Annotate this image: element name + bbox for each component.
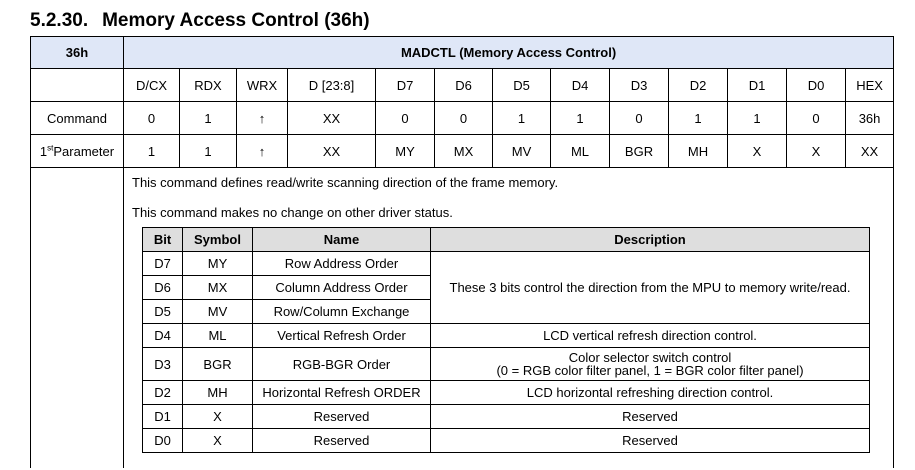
column-header-empty bbox=[31, 69, 124, 102]
parameter-cell: ML bbox=[551, 135, 610, 168]
command-cell: 1 bbox=[551, 102, 610, 135]
description-cell bbox=[124, 168, 894, 469]
bit-header: Bit bbox=[143, 228, 183, 252]
name-cell: Vertical Refresh Order bbox=[253, 324, 431, 348]
parameter-label-text: Parameter bbox=[53, 143, 115, 159]
name-cell: Reserved bbox=[253, 405, 431, 429]
name-cell: Column Address Order bbox=[253, 276, 431, 300]
bit-row-d7 bbox=[143, 252, 870, 276]
parameter-row-label bbox=[31, 135, 124, 168]
bit-cell: D4 bbox=[143, 324, 183, 348]
description-row bbox=[31, 168, 894, 469]
bit-row-d4 bbox=[143, 324, 870, 348]
column-header-row bbox=[31, 69, 894, 102]
column-header: D5 bbox=[493, 69, 551, 102]
description-cell bbox=[431, 348, 870, 381]
parameter-cell: MH bbox=[669, 135, 728, 168]
bit-row-d3 bbox=[143, 348, 870, 381]
section-heading bbox=[30, 10, 370, 32]
parameter-cell: XX bbox=[846, 135, 894, 168]
bit-cell: D1 bbox=[143, 405, 183, 429]
bit-cell: D2 bbox=[143, 381, 183, 405]
name-cell: RGB-BGR Order bbox=[253, 348, 431, 381]
command-code-cell: 36h bbox=[31, 37, 124, 69]
command-cell: 36h bbox=[846, 102, 894, 135]
command-cell: 0 bbox=[124, 102, 180, 135]
symbol-cell: X bbox=[183, 429, 253, 453]
name-header: Name bbox=[253, 228, 431, 252]
name-cell: Horizontal Refresh ORDER bbox=[253, 381, 431, 405]
symbol-header: Symbol bbox=[183, 228, 253, 252]
column-header: D6 bbox=[435, 69, 493, 102]
column-header: RDX bbox=[180, 69, 237, 102]
description-left-cell bbox=[31, 168, 124, 469]
symbol-cell: X bbox=[183, 405, 253, 429]
column-header: D0 bbox=[787, 69, 846, 102]
bit-cell: D7 bbox=[143, 252, 183, 276]
parameter-cell: 1 bbox=[124, 135, 180, 168]
command-cell: 1 bbox=[728, 102, 787, 135]
command-cell: ↑ bbox=[237, 102, 288, 135]
command-table-header-row bbox=[31, 37, 894, 69]
symbol-cell: MX bbox=[183, 276, 253, 300]
column-header: D/CX bbox=[124, 69, 180, 102]
command-cell: XX bbox=[288, 102, 376, 135]
command-row bbox=[31, 102, 894, 135]
command-cell: 1 bbox=[669, 102, 728, 135]
bit-row-d2 bbox=[143, 381, 870, 405]
command-cell: 1 bbox=[180, 102, 237, 135]
parameter-label-suffix: st bbox=[47, 143, 54, 153]
parameter-row bbox=[31, 135, 894, 168]
description-cell: Reserved bbox=[431, 429, 870, 453]
name-cell: Row/Column Exchange bbox=[253, 300, 431, 324]
command-name-cell: MADCTL (Memory Access Control) bbox=[124, 37, 894, 69]
bit-cell: D3 bbox=[143, 348, 183, 381]
description-cell: LCD vertical refresh direction control. bbox=[431, 324, 870, 348]
bit-cell: D6 bbox=[143, 276, 183, 300]
description-cell: Reserved bbox=[431, 405, 870, 429]
parameter-cell: 1 bbox=[180, 135, 237, 168]
column-header: WRX bbox=[237, 69, 288, 102]
symbol-cell: MY bbox=[183, 252, 253, 276]
column-header: D [23:8] bbox=[288, 69, 376, 102]
bit-cell: D0 bbox=[143, 429, 183, 453]
group-description-cell: These 3 bits control the direction from the MPU to memory write/read. bbox=[431, 252, 870, 324]
parameter-cell: ↑ bbox=[237, 135, 288, 168]
parameter-cell: BGR bbox=[610, 135, 669, 168]
description-line-1: Color selector switch control bbox=[568, 350, 732, 365]
command-cell: 1 bbox=[493, 102, 551, 135]
column-header: HEX bbox=[846, 69, 894, 102]
parameter-cell: MV bbox=[493, 135, 551, 168]
description-paragraph-1: This command defines read/write scanning direction of the frame memory. bbox=[132, 175, 559, 190]
command-cell: 0 bbox=[787, 102, 846, 135]
bit-table-header-row bbox=[143, 228, 870, 252]
column-header: D1 bbox=[728, 69, 787, 102]
parameter-label-number: 1 bbox=[39, 143, 48, 159]
command-cell: 0 bbox=[376, 102, 435, 135]
bit-row-d1 bbox=[143, 405, 870, 429]
command-table bbox=[30, 36, 894, 468]
description-paragraph-2: This command makes no change on other driver status. bbox=[132, 205, 453, 220]
parameter-cell: MY bbox=[376, 135, 435, 168]
name-cell: Reserved bbox=[253, 429, 431, 453]
parameter-cell: XX bbox=[288, 135, 376, 168]
bit-row-d0 bbox=[143, 429, 870, 453]
bit-cell: D5 bbox=[143, 300, 183, 324]
column-header: D3 bbox=[610, 69, 669, 102]
symbol-cell: MV bbox=[183, 300, 253, 324]
description-header: Description bbox=[431, 228, 870, 252]
name-cell: Row Address Order bbox=[253, 252, 431, 276]
symbol-cell: ML bbox=[183, 324, 253, 348]
command-cell: 0 bbox=[610, 102, 669, 135]
parameter-cell: MX bbox=[435, 135, 493, 168]
column-header: D7 bbox=[376, 69, 435, 102]
section-number: 5.2.30. bbox=[30, 10, 89, 31]
section-title: Memory Access Control (36h) bbox=[102, 10, 370, 31]
column-header: D2 bbox=[669, 69, 728, 102]
description-line-2: (0 = RGB color filter panel, 1 = BGR color filter panel) bbox=[496, 363, 804, 378]
parameter-cell: X bbox=[787, 135, 846, 168]
symbol-cell: BGR bbox=[183, 348, 253, 381]
symbol-cell: MH bbox=[183, 381, 253, 405]
description-cell: LCD horizontal refreshing direction control. bbox=[431, 381, 870, 405]
column-header: D4 bbox=[551, 69, 610, 102]
bit-definition-table bbox=[142, 227, 870, 453]
command-row-label: Command bbox=[31, 102, 124, 135]
parameter-cell: X bbox=[728, 135, 787, 168]
command-cell: 0 bbox=[435, 102, 493, 135]
